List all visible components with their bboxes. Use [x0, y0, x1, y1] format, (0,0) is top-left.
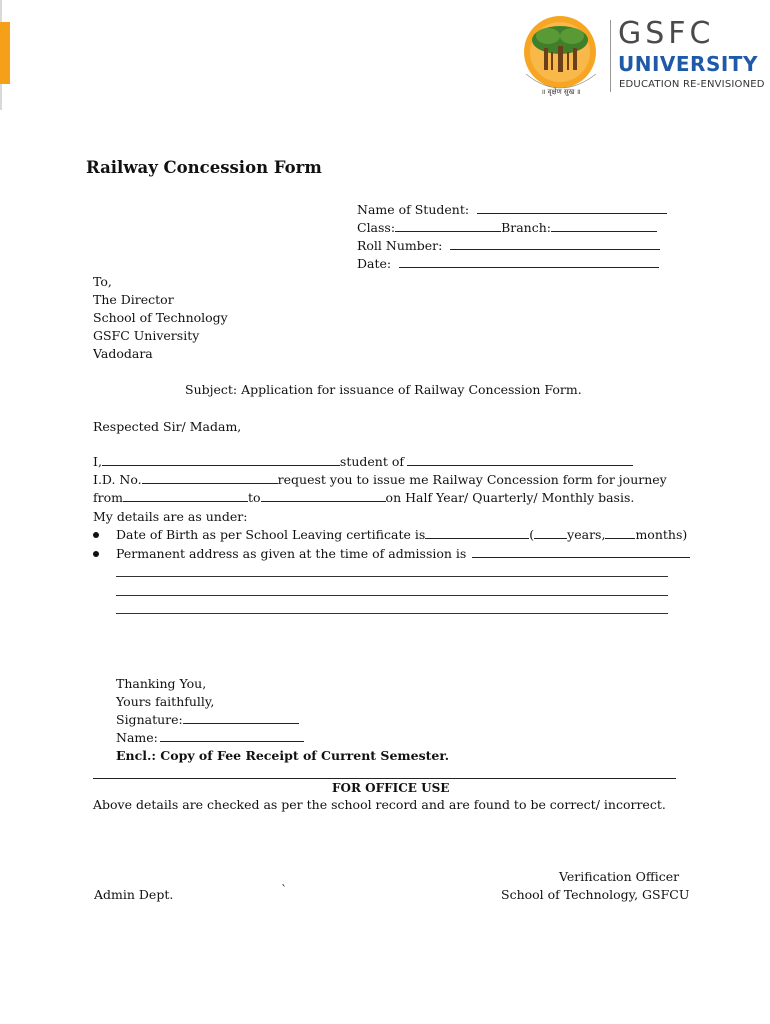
address-line: The Director [93, 292, 174, 307]
stray-mark: ` [281, 882, 288, 897]
body-from: from [93, 490, 123, 505]
body-student-of: student of [339, 454, 405, 469]
body-basis: on Half Year/ Quarterly/ Monthly basis. [385, 490, 635, 505]
details-intro: My details are as under: [93, 509, 248, 524]
date-input[interactable] [399, 256, 659, 268]
permanent-address-input[interactable] [472, 546, 690, 558]
body-line-2 [93, 472, 667, 487]
dob-years: years, [567, 527, 606, 542]
salutation: Respected Sir/ Madam, [93, 419, 242, 434]
university-logo [518, 12, 765, 102]
body-i: I, [93, 454, 102, 469]
address-continuation-line[interactable] [116, 595, 668, 596]
office-statement: Above details are checked as per the school record and are found to be correct/ incorrect. [93, 797, 666, 812]
bullet-icon [93, 532, 99, 538]
age-months-input[interactable] [605, 527, 635, 539]
bullet-icon [93, 551, 99, 557]
body-line-1 [93, 454, 633, 469]
dob-line [116, 527, 687, 542]
body-request: request you to issue me Railway Concession form for journey [277, 472, 667, 487]
body-to: to [247, 490, 261, 505]
permanent-address-label: Permanent address as given at the time of admission is [116, 546, 467, 561]
closing-yours: Yours faithfully, [116, 694, 215, 709]
address-continuation-line[interactable] [116, 613, 668, 614]
closing-name-row [116, 730, 304, 745]
address-continuation-line[interactable] [116, 576, 668, 577]
journey-from-input[interactable] [123, 490, 248, 502]
left-accent-band [0, 22, 10, 84]
body-id-no: I.D. No. [93, 472, 142, 487]
class-field-row [357, 220, 657, 235]
journey-to-input[interactable] [261, 490, 386, 502]
closing-name-label: Name: [116, 730, 158, 745]
form-title: Railway Concession Form [86, 158, 322, 177]
closing-thanks: Thanking You, [116, 676, 207, 691]
roll-field-row [357, 238, 660, 253]
id-number-input[interactable] [142, 472, 278, 484]
signature-input[interactable] [183, 712, 299, 724]
dob-paren: ( [529, 527, 535, 542]
dob-input[interactable] [425, 527, 529, 539]
office-use-heading: FOR OFFICE USE [332, 781, 450, 795]
tree-seal-icon [518, 12, 604, 98]
admin-dept: Admin Dept. [94, 887, 174, 902]
roll-label: Roll Number: [357, 238, 443, 253]
name-input[interactable] [477, 202, 667, 214]
verification-org: School of Technology, GSFCU [501, 887, 690, 902]
logo-gsfc: GSFC [618, 16, 715, 51]
address-line: To, [93, 274, 112, 289]
age-years-input[interactable] [534, 527, 567, 539]
class-label: Class: [357, 220, 396, 235]
dob-months: months) [635, 527, 688, 542]
date-label: Date: [357, 256, 392, 271]
branch-input[interactable] [551, 220, 657, 232]
office-divider [93, 778, 676, 779]
address-line: School of Technology [93, 310, 228, 325]
name-label: Name of Student: [357, 202, 470, 217]
logo-tagline: EDUCATION RE-ENVISIONED [619, 79, 765, 90]
signature-row [116, 712, 299, 727]
closing-name-input[interactable] [160, 730, 304, 742]
date-field-row [357, 256, 659, 271]
name-field-row [357, 202, 667, 217]
roll-input[interactable] [450, 238, 660, 250]
enclosure-note: Encl.: Copy of Fee Receipt of Current Semester. [116, 748, 450, 763]
dob-label: Date of Birth as per School Leaving certificate is [116, 527, 426, 542]
class-input[interactable] [395, 220, 501, 232]
address-line: Vadodara [93, 346, 153, 361]
institution-input[interactable] [407, 454, 633, 466]
address-line: GSFC University [93, 328, 200, 343]
student-name-input[interactable] [102, 454, 340, 466]
subject-line: Subject: Application for issuance of Railway Concession Form. [185, 382, 582, 397]
permanent-address-line [116, 546, 690, 561]
logo-divider [610, 20, 611, 92]
logo-university: UNIVERSITY [618, 52, 758, 76]
seal-motto: ॥ वृक्षेण सुख ॥ [541, 88, 581, 96]
verification-officer: Verification Officer [559, 869, 680, 884]
body-line-3 [93, 490, 634, 505]
signature-label: Signature: [116, 712, 183, 727]
branch-label: Branch: [501, 220, 551, 235]
